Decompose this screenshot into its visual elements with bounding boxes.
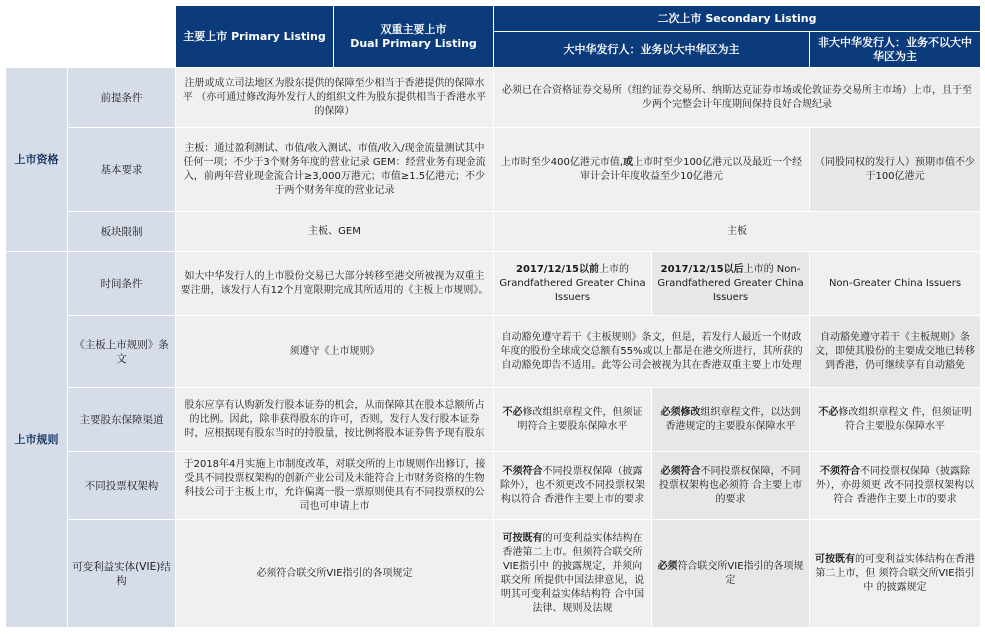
header-secondary-listing: 二次上市 Secondary Listing (494, 6, 981, 32)
cell-basic-primary: 主板：通过盈利测试、市值/收入测试、市值/收入/现金流量测试其中任何一项；不少于3个财务年度的营业记录 GEM：经营业务有现金流入，前两年营业现金流合计≥3,000万港元；市值≥1.5亿港元；不少于两个财务年度的营业记录 (176, 128, 494, 212)
cell-wvr-non-greater-china: 不须符合不同投票权保障（披露除外），亦毋须更 改不同投票权架构以符合 香港作主要上市的要求 (810, 452, 981, 520)
row-label-board: 板块限制 (68, 212, 176, 252)
cell-vie-non-greater-china: 可按既有的可变利益实体结构在香港第二上市，但 须符合联交所VIE指引中 的披露规定 (810, 520, 981, 628)
header-primary-listing: 主要上市 Primary Listing (176, 6, 334, 68)
row-label-timing: 时间条件 (68, 252, 176, 316)
cell-basic-non-greater-china: （同股同权的发行人）预期市值不少于100亿港元 (810, 128, 981, 212)
cell-protection-non-grandfathered: 必须修改组织章程文件，以达到香港规定的主要股东保障水平 (652, 388, 810, 452)
table-row (6, 128, 981, 212)
section-rules: 上市规则 (6, 252, 68, 628)
cell-wvr-primary: 于2018年4月实施上市制度改革，对联交所的上市规则作出修订，接受具不同投票权架构的创新产业公司及未能符合上市财务资格的生物科技公司于主板上市，允许偏离一股一票原则使具有不同投票权的公司也可申请上市 (176, 452, 494, 520)
header-dual-primary-listing (334, 6, 494, 68)
section-qualification: 上市资格 (6, 68, 68, 252)
cell-mb-rules-greater-china: 自动豁免遵守若干《主板规则》条文，但是，若发行人最近一个财政年度的股份全球成交总额有55%或以上都是在港交所进行，其所获的自动豁免即告不适用。此等公司会被视为其在香港双重主要上市处理 (494, 316, 810, 388)
cell-protection-grandfathered: 不必修改组织章程文件，但须证明符合主要股东保障水平 (494, 388, 652, 452)
header-dual-cn: 双重主要上市 (380, 22, 447, 36)
cell-prerequisite-secondary: 必须已在合资格证券交易所（纽约证券交易所、纳斯达克证券市场或伦敦证券交易所主市场）上市，且于至少两个完整会计年度期间保持良好合规纪录 (494, 68, 981, 128)
table-row (6, 520, 981, 628)
cell-basic-greater-china: 上市时至少400亿港元市值,或上市时至少100亿港元以及最近一个经审计会计年度收益至少10亿港元 (494, 128, 810, 212)
row-label-basic: 基本要求 (68, 128, 176, 212)
header-corner (6, 6, 176, 68)
table-row (6, 316, 981, 388)
cell-wvr-non-grandfathered: 必须符合不同投票权保障，不同投票权架构也必须符 合主要上市的要求 (652, 452, 810, 520)
cell-timing-primary: 如大中华发行人的上市股份交易已大部分转移至港交所被视为双重主要注册，该发行人有12个月宽限期完成其所适用的《主板上市规则》。 (176, 252, 494, 316)
row-label-protection: 主要股东保障渠道 (68, 388, 176, 452)
cell-vie-grandfathered: 可按既有的可变利益实体结构在香港第二上市。但须符合联交所VIE指引中 的披露规定，并须向联交所 所提供中国法律意见，说 明其可变利益实体结构符 合中国法律、规则及法规 (494, 520, 652, 628)
cell-board-primary: 主板、GEM (176, 212, 494, 252)
cell-timing-non-grandfathered: 2017/12/15以后上市的 Non-Grandfathered Greater China Issuers (652, 252, 810, 316)
cell-timing-grandfathered: 2017/12/15以前上市的Grandfathered Greater China Issuers (494, 252, 652, 316)
cell-wvr-grandfathered: 不须符合不同投票权保障（披露除外），也不须更改不同投票权架构以符合 香港作主要上市的要求 (494, 452, 652, 520)
listing-comparison-table (5, 5, 981, 628)
cell-timing-non-greater-china: Non-Greater China Issuers (810, 252, 981, 316)
cell-vie-non-grandfathered: 必须符合联交所VIE指引的各项规定 (652, 520, 810, 628)
header-greater-china-issuer: 大中华发行人：业务以大中华区为主 (494, 32, 810, 68)
row-label-vie: 可变利益实体(VIE)结构 (68, 520, 176, 628)
cell-mb-rules-non-greater-china: 自动豁免遵守若干《主板规则》条文，即使其股份的主要成交地已转移到香港，仍可继续享有自动豁免 (810, 316, 981, 388)
table-row (6, 68, 981, 128)
cell-prerequisite-primary: 注册或成立司法地区为股东提供的保障至少相当于香港提供的保障水平 （亦可通过修改海外发行人的组织文件为股东提供相当于香港水平的保障） (176, 68, 494, 128)
row-label-prerequisite: 前提条件 (68, 68, 176, 128)
table-row (6, 212, 981, 252)
row-label-mb-rules: 《主板上市规则》条文 (68, 316, 176, 388)
cell-board-secondary: 主板 (494, 212, 981, 252)
table-row (6, 252, 981, 316)
header-dual-en: Dual Primary Listing (350, 36, 477, 50)
cell-mb-rules-primary: 须遵守《上市规则》 (176, 316, 494, 388)
cell-vie-primary: 必须符合联交所VIE指引的各项规定 (176, 520, 494, 628)
cell-protection-primary: 股东应享有认购新发行股本证券的机会，从而保障其在股本总额所占的比例。因此，除非获得股东的许可，否则，发行人发行股本证券时，应根据现有股东当时的持股量，按比例将股本证券售予现有股东 (176, 388, 494, 452)
header-non-greater-china-issuer: 非大中华发行人：业务不以大中华区为主 (810, 32, 981, 68)
cell-protection-non-greater-china: 不必修改组织章程文 件，但须证明符合主要股东保障水平 (810, 388, 981, 452)
table-row (6, 452, 981, 520)
row-label-wvr: 不同投票权架构 (68, 452, 176, 520)
table-row (6, 388, 981, 452)
